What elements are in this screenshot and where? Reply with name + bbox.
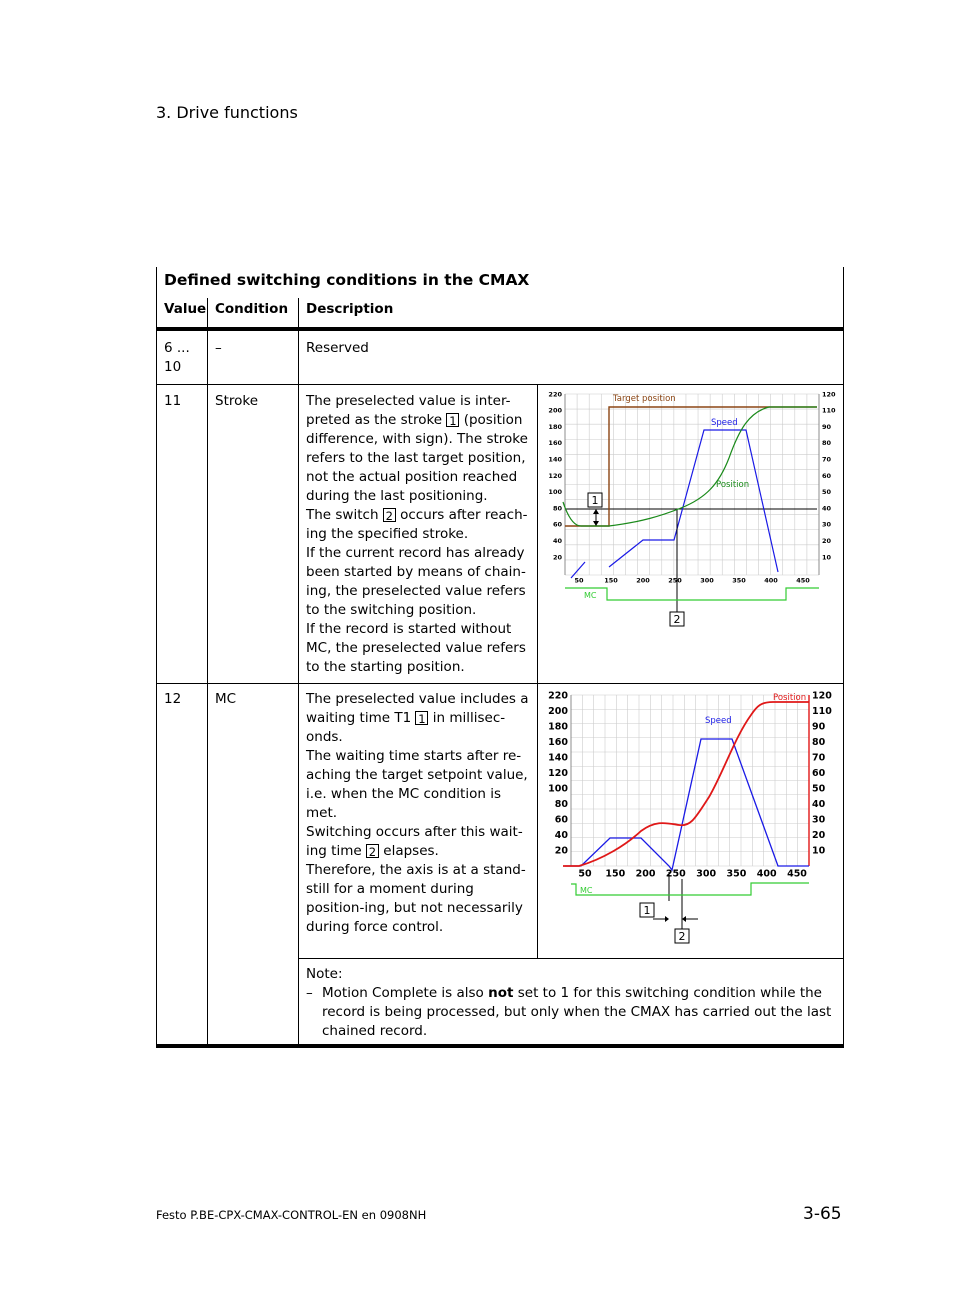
speed-label: Speed [711, 418, 738, 428]
y-right-tick-label: 10 [812, 845, 826, 857]
y-left-tick-label: 220 [548, 390, 562, 399]
y-right-tick-label: 120 [812, 690, 832, 702]
mc-label: MC [580, 886, 593, 895]
target-position-label: Target position [613, 394, 676, 404]
chart-grid [565, 394, 819, 575]
mc-line [571, 883, 809, 895]
row-condition-11: Stroke [215, 393, 259, 409]
note-dash: – [306, 985, 313, 1001]
y-right-tick-label: 20 [812, 829, 826, 841]
table-title: Defined switching conditions in the CMAX [164, 271, 530, 289]
x-tick-label: 250 [668, 576, 682, 585]
row-value-12: 12 [164, 691, 182, 707]
row-value-11: 11 [164, 393, 182, 409]
row-description-12: The preselected value includes a waiting time T1 1 in millisec-onds. The waiting time starts after re-aching the target setpoint value, i.e. when the MC condition is met. Switching occurs after this wait-ing time 2 elapses. Therefore, the axis is at a stand-still for a moment during position-ing, but not necessarily during force control. [306, 691, 529, 935]
y-left-tick-label: 140 [548, 752, 568, 764]
stroke-chart [541, 390, 839, 630]
column-header-condition: Condition [215, 301, 289, 317]
y-right-tick-label: 60 [822, 471, 832, 480]
y-left-tick-label: 140 [548, 455, 562, 464]
y-right-tick-label: 20 [822, 536, 832, 545]
chart-marker-1: 1 [643, 904, 651, 917]
marker-2: 2 [383, 508, 396, 522]
footer-document-id: Festo P.BE-CPX-CMAX-CONTROL-EN en 0908NH [156, 1208, 427, 1222]
row-condition-6-10: – [215, 340, 222, 356]
y-left-tick-label: 200 [548, 406, 562, 415]
row-description-11: The preselected value is inter-preted as the stroke 1 (position difference, with sign). The stroke refers to the last target position, not the actual position reached during the last positioning. The switch 2 occurs after reach-ing the specified stroke. If the current record has already been started by means of chain-ing, the preselected value refers to the switching position. If the record is started without MC, the preselected value refers to the starting position. [306, 393, 528, 675]
speed-line [565, 739, 809, 870]
y-left-tick-label: 220 [548, 690, 568, 702]
column-header-description: Description [306, 301, 394, 317]
y-left-tick-label: 60 [552, 520, 562, 529]
y-right-tick-label: 50 [822, 488, 832, 497]
x-tick-label: 400 [764, 576, 778, 585]
x-tick-label: 150 [604, 576, 618, 585]
y-left-tick-label: 20 [554, 845, 568, 857]
x-tick-label: 300 [700, 576, 714, 585]
note-label: Note: [306, 966, 343, 982]
y-right-tick-label: 40 [822, 504, 832, 513]
x-tick-label: 350 [726, 868, 747, 880]
speed-label: Speed [705, 716, 732, 726]
section-header: 3. Drive functions [156, 103, 298, 122]
position-line [563, 702, 809, 866]
row-condition-12: MC [215, 691, 237, 707]
y-right-tick-label: 110 [822, 406, 836, 415]
y-right-tick-label: 50 [812, 783, 826, 795]
mc-line [565, 588, 819, 600]
y-right-tick-label: 60 [812, 767, 826, 779]
x-tick-label: 200 [636, 576, 650, 585]
y-left-tick-label: 160 [548, 439, 562, 448]
y-right-tick-label: 10 [822, 553, 832, 562]
y-left-tick-label: 80 [554, 798, 568, 810]
position-label: Position [716, 480, 750, 490]
x-tick-label: 450 [787, 868, 807, 880]
switching-conditions-table [156, 267, 844, 1049]
x-tick-label: 350 [732, 576, 746, 585]
marker-1: 1 [446, 413, 459, 427]
marker-2: 2 [366, 844, 379, 858]
y-right-tick-label: 120 [822, 390, 836, 399]
y-left-tick-label: 20 [552, 553, 562, 562]
x-tick-label: 300 [696, 868, 717, 880]
y-right-tick-label: 110 [812, 705, 832, 717]
y-left-tick-label: 80 [552, 504, 562, 513]
y-right-tick-label: 90 [822, 422, 832, 431]
x-tick-label: 150 [605, 868, 626, 880]
y-right-tick-label: 30 [822, 520, 832, 529]
row-value-6-10: 6 ... 10 [164, 340, 190, 375]
y-left-tick-label: 160 [548, 736, 568, 748]
chart-marker-2: 2 [678, 930, 686, 943]
x-tick-label: 450 [796, 576, 810, 585]
y-left-tick-label: 40 [554, 829, 568, 841]
y-right-tick-label: 90 [812, 721, 826, 733]
speed-line [609, 430, 778, 572]
target-position-line [565, 407, 817, 526]
y-right-tick-label: 40 [812, 798, 826, 810]
y-left-tick-label: 200 [548, 705, 568, 717]
y-right-tick-label: 30 [812, 814, 826, 826]
y-right-tick-label: 70 [812, 752, 826, 764]
y-right-tick-label: 80 [822, 439, 832, 448]
x-tick-label: 400 [756, 868, 777, 880]
y-left-tick-label: 120 [548, 471, 562, 480]
y-left-tick-label: 60 [554, 814, 568, 826]
y-right-tick-label: 70 [822, 455, 832, 464]
chart-marker-2: 2 [673, 613, 681, 626]
note [306, 965, 836, 1041]
x-tick-label: 200 [635, 868, 656, 880]
row-description-6-10: Reserved [306, 340, 369, 356]
x-tick-label: 50 [574, 576, 584, 585]
y-left-tick-label: 120 [548, 767, 568, 779]
marker-1: 1 [415, 711, 428, 725]
column-header-value: Value [164, 301, 207, 317]
y-left-tick-label: 100 [548, 488, 562, 497]
chart-marker-1: 1 [591, 494, 599, 507]
note-text: Motion Complete is also not set to 1 for this switching condition while the record is being processed, but only when the CMAX has carried out the last chained record. [322, 985, 832, 1039]
x-tick-label: 250 [665, 868, 686, 880]
y-left-tick-label: 40 [552, 536, 562, 545]
chart-ticks [548, 390, 836, 584]
y-left-tick-label: 100 [548, 783, 568, 795]
y-left-tick-label: 180 [548, 721, 568, 733]
page-number: 3-65 [803, 1204, 842, 1224]
position-label: Position [773, 693, 807, 703]
mc-chart [541, 689, 839, 954]
mc-label: MC [584, 591, 597, 600]
y-left-tick-label: 180 [548, 422, 562, 431]
x-tick-label: 50 [578, 868, 592, 880]
y-right-tick-label: 80 [812, 736, 826, 748]
